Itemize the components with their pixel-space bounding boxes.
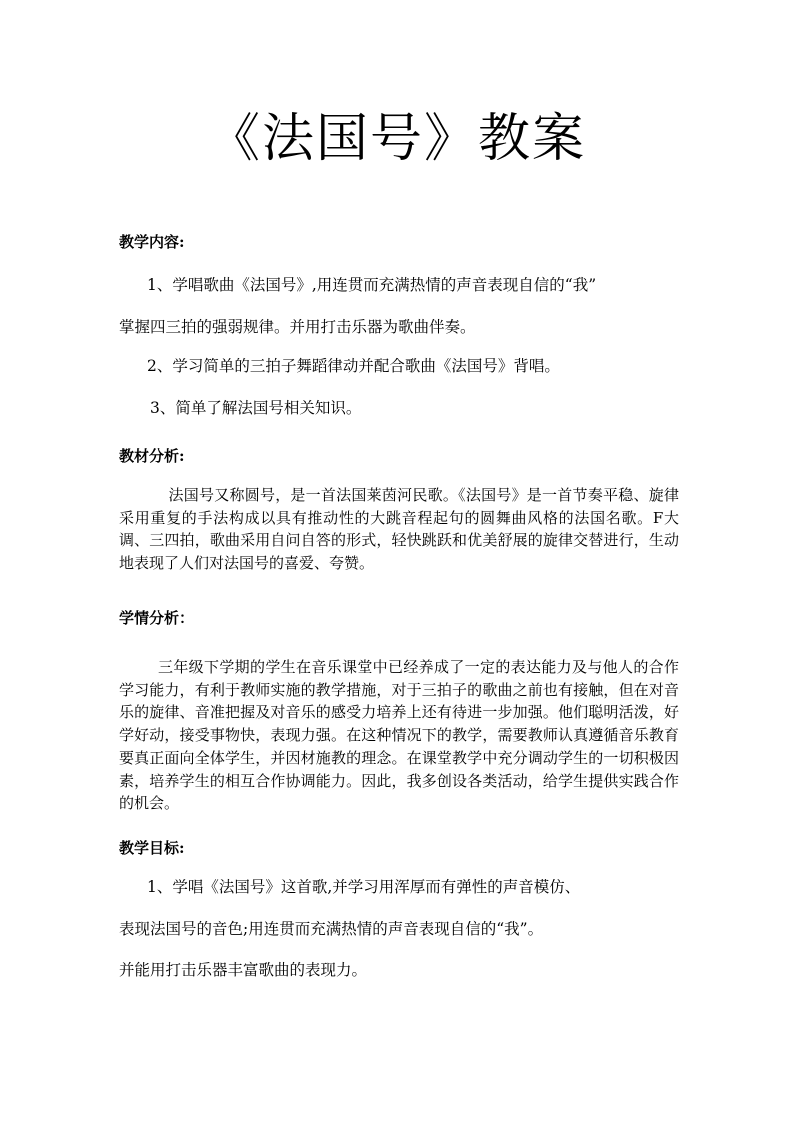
section-heading-content: 教学内容: [119,233,185,251]
content-line-1: 1、学唱歌曲《法国号》,用连贯而充满热情的声音表现自信的“我” [147,276,597,294]
section-heading-material: 教材分析: [119,447,185,465]
material-paragraph: 法国号又称圆号，是一首法国莱茵河民歌。《法国号》是一首节奏平稳、旋律采用重复的手法构成以具有推动性的大跳音程起句的圆舞曲风格的法国名歌。F大调、三四拍，歌曲采用自问自答的形式，轻快跳跃和优美舒展的旋律交替进行，生动地表现了人们对法国号的喜爱、夸赞。 [119,486,679,572]
content-line-2: 掌握四三拍的强弱规律。并用打击乐器为歌曲伴奏。 [119,318,476,336]
students-paragraph: 三年级下学期的学生在音乐课堂中已经养成了一定的表达能力及与他人的合作学习能力，有利于教师实施的教学措施，对于三拍子的歌曲之前也有接触，但在对音乐的旋律、音准把握及对音乐的感受力培养上还有待进一步加强。他们聪明活泼，好学好动，接受事物快，表现力强。在这种情况下的教学，需要教师认真遵循音乐教育要真正面向全体学生，并因材施教的理念。在课堂教学中充分调动学生的一切积极因素，培养学生的相互合作协调能力。因此，我多创设各类活动，给学生提供实践合作的机会。 [119,658,679,813]
document-title: 《法国号》教案 [207,109,586,169]
content-line-3: 2、学习简单的三拍子舞蹈律动并配合歌曲《法国号》背唱。 [147,357,560,375]
goals-line-2: 表现法国号的音色;用连贯而充满热情的声音表现自信的“我”。 [119,920,544,938]
goals-line-1: 1、学唱《法国号》这首歌,并学习用浑厚而有弹性的声音模仿、 [147,878,581,896]
section-heading-students: 学情分析： [119,609,195,627]
section-heading-goals: 教学目标: [119,839,185,857]
content-line-4: 3、简单了解法国号相关知识。 [150,399,362,417]
goals-line-3: 并能用打击乐器丰富歌曲的表现力。 [119,961,368,979]
